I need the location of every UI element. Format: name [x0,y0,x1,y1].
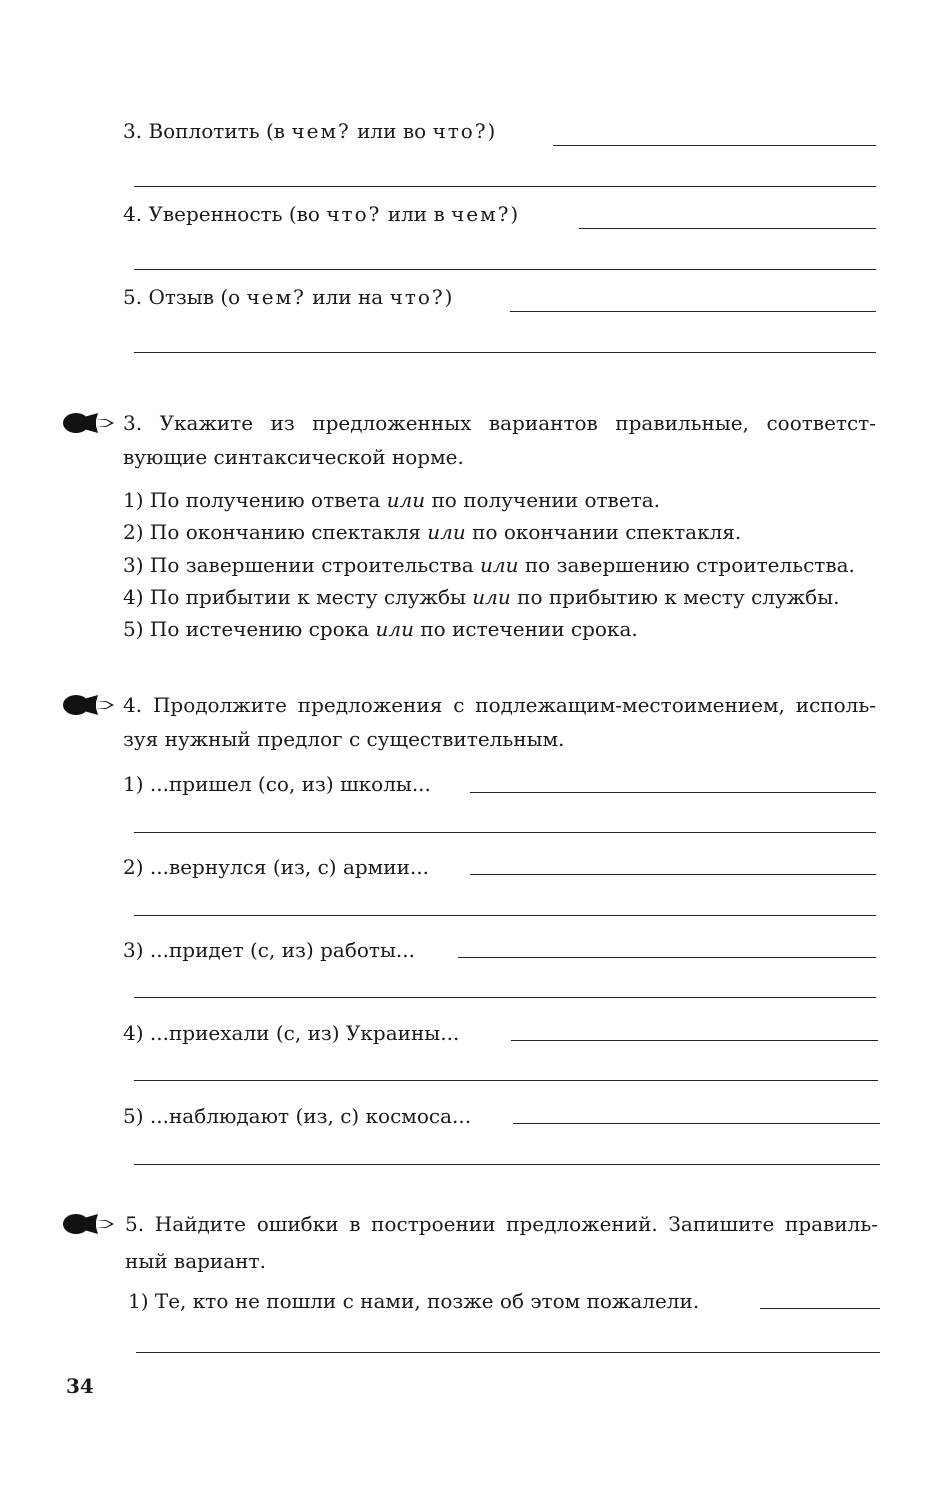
hand-pointer-icon [62,409,116,437]
ex4-item-2: 2) ...вернулся (из, с) армии... [123,855,429,879]
answer-line[interactable] [553,145,876,146]
hand-pointer-icon [62,1210,116,1238]
ex3-option-3: 3) По завершении строительства или по завершению строительства. [123,553,855,577]
ex4-item-1: 1) ...пришел (со, из) школы... [123,772,431,796]
ex4-title-line1: 4. Продолжите предложения с подлежащим-местоимением, исполь- [123,693,876,717]
ex4-title-line2: зуя нужный предлог с существительным. [123,727,565,751]
answer-line[interactable] [470,874,876,875]
hand-pointer-icon [62,691,116,719]
answer-line[interactable] [134,832,876,833]
answer-line[interactable] [513,1123,880,1124]
answer-line[interactable] [510,311,876,312]
ex4-item-4: 4) ...приехали (с, из) Украины... [123,1021,460,1045]
answer-line[interactable] [458,957,876,958]
answer-line[interactable] [579,228,876,229]
ex2-item-4: 4. Уверенность (во что? или в чем?) [123,202,521,226]
ex5-title-line2: ный вариант. [125,1249,266,1273]
answer-line[interactable] [511,1040,878,1041]
ex3-option-5: 5) По истечению срока или по истечении срока. [123,617,638,641]
answer-line[interactable] [134,915,876,916]
ex3-title-line1: 3. Укажите из предложенных вариантов правильные, соответст- [123,411,876,435]
answer-line[interactable] [134,1080,878,1081]
answer-line[interactable] [760,1308,880,1309]
page-number: 34 [66,1374,94,1398]
ex3-option-2: 2) По окончанию спектакля или по окончании спектакля. [123,520,742,544]
ex4-item-5: 5) ...наблюдают (из, с) космоса... [123,1104,472,1128]
ex3-option-4: 4) По прибытии к месту службы или по прибытию к месту службы. [123,585,840,609]
answer-line[interactable] [134,269,876,270]
answer-line[interactable] [134,997,876,998]
ex2-item-5: 5. Отзыв (о чем? или на что?) [123,285,455,309]
ex5-title-line1: 5. Найдите ошибки в построении предложений. Запишите правиль- [125,1212,878,1236]
answer-line[interactable] [134,352,876,353]
answer-line[interactable] [470,792,876,793]
answer-line[interactable] [134,1164,880,1165]
ex3-title-line2: вующие синтаксической норме. [123,445,464,469]
answer-line[interactable] [136,1352,880,1353]
ex4-item-3: 3) ...придет (с, из) работы... [123,938,415,962]
ex2-item-3: 3. Воплотить (в чем? или во что?) [123,119,498,143]
answer-line[interactable] [134,186,876,187]
ex5-item-1: 1) Те, кто не пошли с нами, позже об этом пожалели. [128,1289,700,1313]
ex3-option-1: 1) По получению ответа или по получении ответа. [123,488,660,512]
